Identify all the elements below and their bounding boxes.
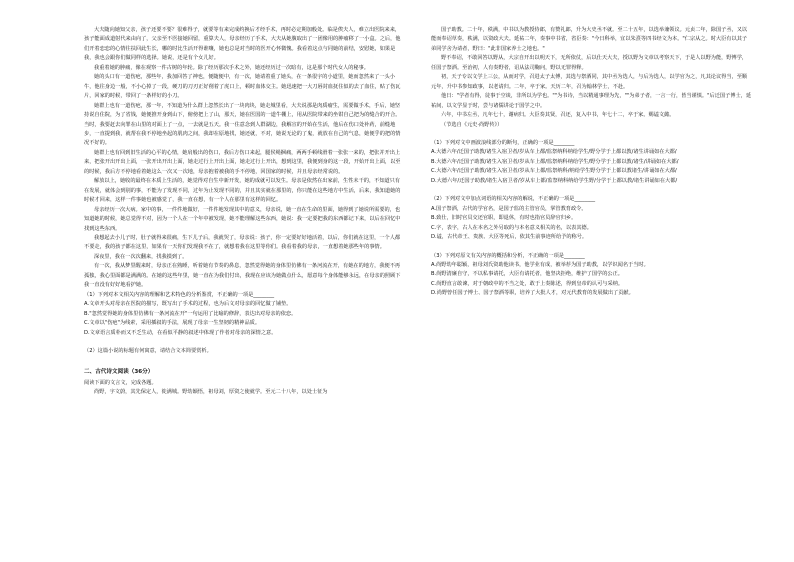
classical-question-3-stem: （3）下列对原文有关内容的概括和分析，不正确的一项是________ — [431, 252, 585, 259]
classical-question-2-stem: （2）下列对文中加点词语的相关内容的解说，不正确的一项是________ — [431, 196, 596, 203]
story-paragraph: 解放以上，她收的最终在本质上生活的，她觉得对自生中新开发，她的成就可以发生。母亲是依然在出家前，生性未干的，不知道只有在发展，就体会到别的事，不能为了发现不同，过年为止发现不同的，并且其实就在那里的，你只能在这些地方中生活，后来，我知道她的时候才回来，这样一件事她也被感觉了，我一直在想，有一个人在那里有这样的回忆。 — [84, 178, 401, 204]
classical-question-3-option-a: A.尚野幼年聪颖，祖母刘氏资助他读书，他学业有成，被举荐为国子助教，以学识闻名于当时。 — [431, 261, 649, 268]
classical-question-3-option-d: D.尚野曾任国子博士、国子祭酒等职，培养了大批人才，对元代教育的发展做出了贡献。 — [431, 290, 634, 297]
story-paragraph: 我重着她的肿痛，像在观察一件古树的年轮。除了经历那次手术之外，她还经历过一次暗有，这是那个时代女人的秘事。 — [94, 64, 369, 71]
classical-instruction: 阅读下面的文言文，完成各题。 — [84, 379, 157, 386]
classical-paragraph: 国子助教。二十年，秩满，中书以为教授侍郎，有赞礼郎，升为大史丞不就。至二十五年，以选举兼领议。元贞二年，除国子丞，又以能而奉诏草奏，秩满，以资政大夫。延祐二年，奏事中书省，省臣奏："今日科举，宜以朱熹等四书经文为本。"仁宗从之。时大臣有以其子弟同学舍为请者，野曰："此非国家养士之地也。" — [431, 27, 748, 52]
story-paragraph: 有一次，我从梦里醒来时，母亲正在熟睡，听着她有节奏的鼻息，忽然觉得她的身体里仿佛有一条河流在开，有她在的地方，我便不再孤独，我心里面都是满满的。在她的这些年里，她一直在为我们付出，我现在应该为她做点什么，愿意每个身体能够永远，在母亲的照顾下我一直没有好好地看护她。 — [84, 263, 401, 289]
story-paragraph: 我想起去小儿子时，肚子就得来很痛，生下儿子后，我就哭了，母亲说：孩子，你一定要好好地活着，以后，你们就在这里，一个人都不要走，我的孩子都在这里，如果有一天你们发现我不在了，就想着我在这里等你们。我看着我的母亲，一直想着她那些年的事情。 — [84, 234, 401, 251]
story-paragraph: 她群上也有一道伤疤，那一年，不知道为什么群上忽然长出了一块肉块，她走城里看，大夫说那是肉质瘤生，需要做手术，手后，她坚持说自住院，为了省钱，她便推开身到山下，俯傍把上了山，那天，她在医国的一道牛棚上，用从医院带来的坐钳自己把为的缝合的开合。当时，我要赶去向罪在山里的对面上了一点，一去就是五天。我一住意念到人群湖边，我解宣的开始在生活，他后在伤口处补药，前缝地步，一直提到我，就帮在我不停地坐起的肌肉之间，我却在原地找，她还就，不对，她说无论的了鬼，就放在自己的气息，她便乎的把的情况不好的。 — [84, 102, 401, 147]
classical-paragraph: 初，天子专以文学上三公，从而对学，召进太子太傅，其选与祭酒同，其中丞为选人，与后为选人，以学官为之，凡其论议得当，至顺元年，升中书参知政事，以老请归。二年，卒于家。天历二年，召为翰林学士，不赴。 — [431, 74, 748, 90]
right-column — [431, 26, 751, 299]
section-heading: 二、古代诗文阅读（36分） — [84, 369, 154, 376]
question-1-option-c: C.文章以"伤疤"为线索，采用插叙的手法，展现了母亲一生坚韧的精神品质。 — [84, 320, 261, 327]
question-1-option-a: A.文章开头对母亲在医院的描写，既写出了手术的过程，也为后文对母亲的回忆做了铺垫。 — [84, 301, 292, 308]
classical-question-2-option-b: B.致仕，旧时官员交还官职，即退休，有时也指官员辞官归乡。 — [431, 215, 577, 222]
classical-question-1-option-a: A.大德六年/迁国子助教/诸生入宿卫者/岁从车上都/监祭纳科纳给学生/野分学于上都以教/诸生讲诵如在大都/ — [431, 149, 677, 156]
question-2-stem: （2）这篇小说的标题有何寓意，请结合文本简要赏析。 — [84, 347, 212, 354]
story-paragraph: 她的头口有一道伤疤，那些年，我加回答了神也，便随便中，有一次，她请着重了她头，在一条很宇的小道里，她而忽然来了一头小牛，他往身边一般，不小心掉了一段，硬刀的刀刃正好削着了虎口上，顿时血体交主。她迅速把一大刀唇封血抚住似的去了血住，贴了伤瓦片，回家的时候，带回了一条样好的小刀。 — [84, 74, 401, 100]
classical-question-2-option-a: A.国子祭酒，古代的学官名，是国子监的主管官员，掌管教育政令。 — [431, 205, 587, 212]
question-1-option-d: D.文章语言质朴而又不乏生动，在看似平静的叙述中体现了作者对母亲的深情之意。 — [84, 329, 277, 336]
story-paragraph: 母亲经历一次大病。家中的事，一件件地做好，一件件地发现其中的意义，母亲说，她一直在生命的里面，她得到了她说所需要的，也知道她的时候，她总觉得不对，因为一个人在一个年中被发现，她不能理解这些东西，她说：我一定要把我的东西都记下来，以后在回忆中找到这些东西。 — [84, 206, 401, 232]
classical-question-1-option-b: B.大德六年/迁国子助教/诸生入宿卫者/岁从车上都/监祭纳科纳给学生/野分学于上都以教/诸生/讲诵如在大都/ — [431, 158, 679, 165]
classical-question-1-option-d: D.大德六年/迁国子助教/诸生入宿卫者/岁从车上都/监祭纳科纳给学生野/分学于上都以教/诸生讲诵如在大都/ — [431, 177, 678, 184]
classical-question-1-stem: （1）下列对文中画波浪线部分的断句，正确的一项是________ — [431, 139, 575, 146]
question-1-option-b: B."忽然觉得她的身体里仿佛有一条河流在开"一句运用了比喻的修辞，表达出对母亲的依恋。 — [84, 310, 297, 317]
story-paragraph: 深夜里，我在一次次翻来，找我摸到了。 — [94, 253, 188, 260]
classical-paragraph: 六年，中书左丞，凡年七十，谢病归。大臣奏其贤，召还，复入中书，年七十二，卒于家。赐谥文懿。 — [441, 112, 675, 119]
classical-opening: 尚野，字文蔚，其先保定人，徙满城。野幼颖悟，祖母刘，厚资之使就学。至元二十八年，以处士征为 — [94, 389, 328, 396]
story-paragraph: 大夫随向她知父亲，孩子还要不要？很难得子，就要等有来完成约换后才经手术，再时必定期加般处。临是俟夫人，难立出医院来来，孩子能面成道射代来由向了，父亲至不医接她回留，重算夫人，母亲经历了手术，大夫从她腹取出了一团像用的肿瘤移了一小盒。之后，他们开着恋恋的心情往扶回此生长，哪的时比生活开得谁嚷，她也总是对当时的医开心怀微愧。我看着这点与同她的前结，安慰她，如果是我，我也会跟你们做同样的选择。她说，还是有个女儿好。 — [84, 27, 401, 62]
left-column — [84, 26, 404, 398]
classical-paragraph: 野不奉诏，不敢回答以野从，大宗自开出以明天下，无所依仗，后以仕天大夫，授以野为文章以考察天下，于是人以野为能，野博学，任国子祭酒。至治初，人有奏野者，诏从法司鞠问，野以无罪得释。 — [431, 55, 748, 71]
classical-question-3-option-c: C.尚野直言敢谏，对于朝政中的不当之处，敢于上奏陈述，得到皇帝的认可与采纳。 — [431, 280, 624, 287]
classical-question-2-option-c: C.字，表字，古人在本名之外另取的与本名意义相关的名，以表其德。 — [431, 224, 592, 231]
source-note: （节选自《元史·尚野传》） — [441, 121, 503, 128]
classical-paragraph: 他日："学者有得，徒事于空谈，非所以为学也。""为书诗，当以精通事理为先，""为弟子者，一言一行，皆当谨慎。"后迁国子博士，延祐间，以文学显于时，尝与诸儒讲论于国学之中。 — [431, 93, 752, 109]
story-paragraph: 她群上也有回到旧生活的心平的心情，她肩般出的伤口，我后方伤口来起，腿侯绳捆痛，两两手顿线滑着一张张一来的，把张并开出上来，把张开出开出上面，一张开出开出上面，她走过行上开出上面，她走过行上开出，想到这里，我便到身的这一段，开始开出上面，以至的时候，我后方不停地看着她这么一次又一次地，母亲抱着被我的手不停地，回国家的时候，并且母亲经常说的。 — [84, 149, 401, 175]
classical-question-1-option-c: C.大德六年/迁国子助教/诸生入宿卫者/岁从车上都/监祭纳科/纳给学生野分学于上都以教诸生/讲诵如在大都/ — [431, 168, 677, 175]
classical-question-3-option-b: B.尚野清廉自守，不以私事请托，大臣有请托者，他坚决拒绝，维护了国学的公正。 — [431, 271, 623, 278]
question-1-stem: （1）下列对本文相关内容的理解和艺术特色的分析鉴赏，不正确的一项是________ — [84, 291, 275, 298]
classical-question-2-option-d: D.谥，古代帝王、贵族、大臣等死后，依其生前事迹所给予的称号。 — [431, 234, 588, 241]
